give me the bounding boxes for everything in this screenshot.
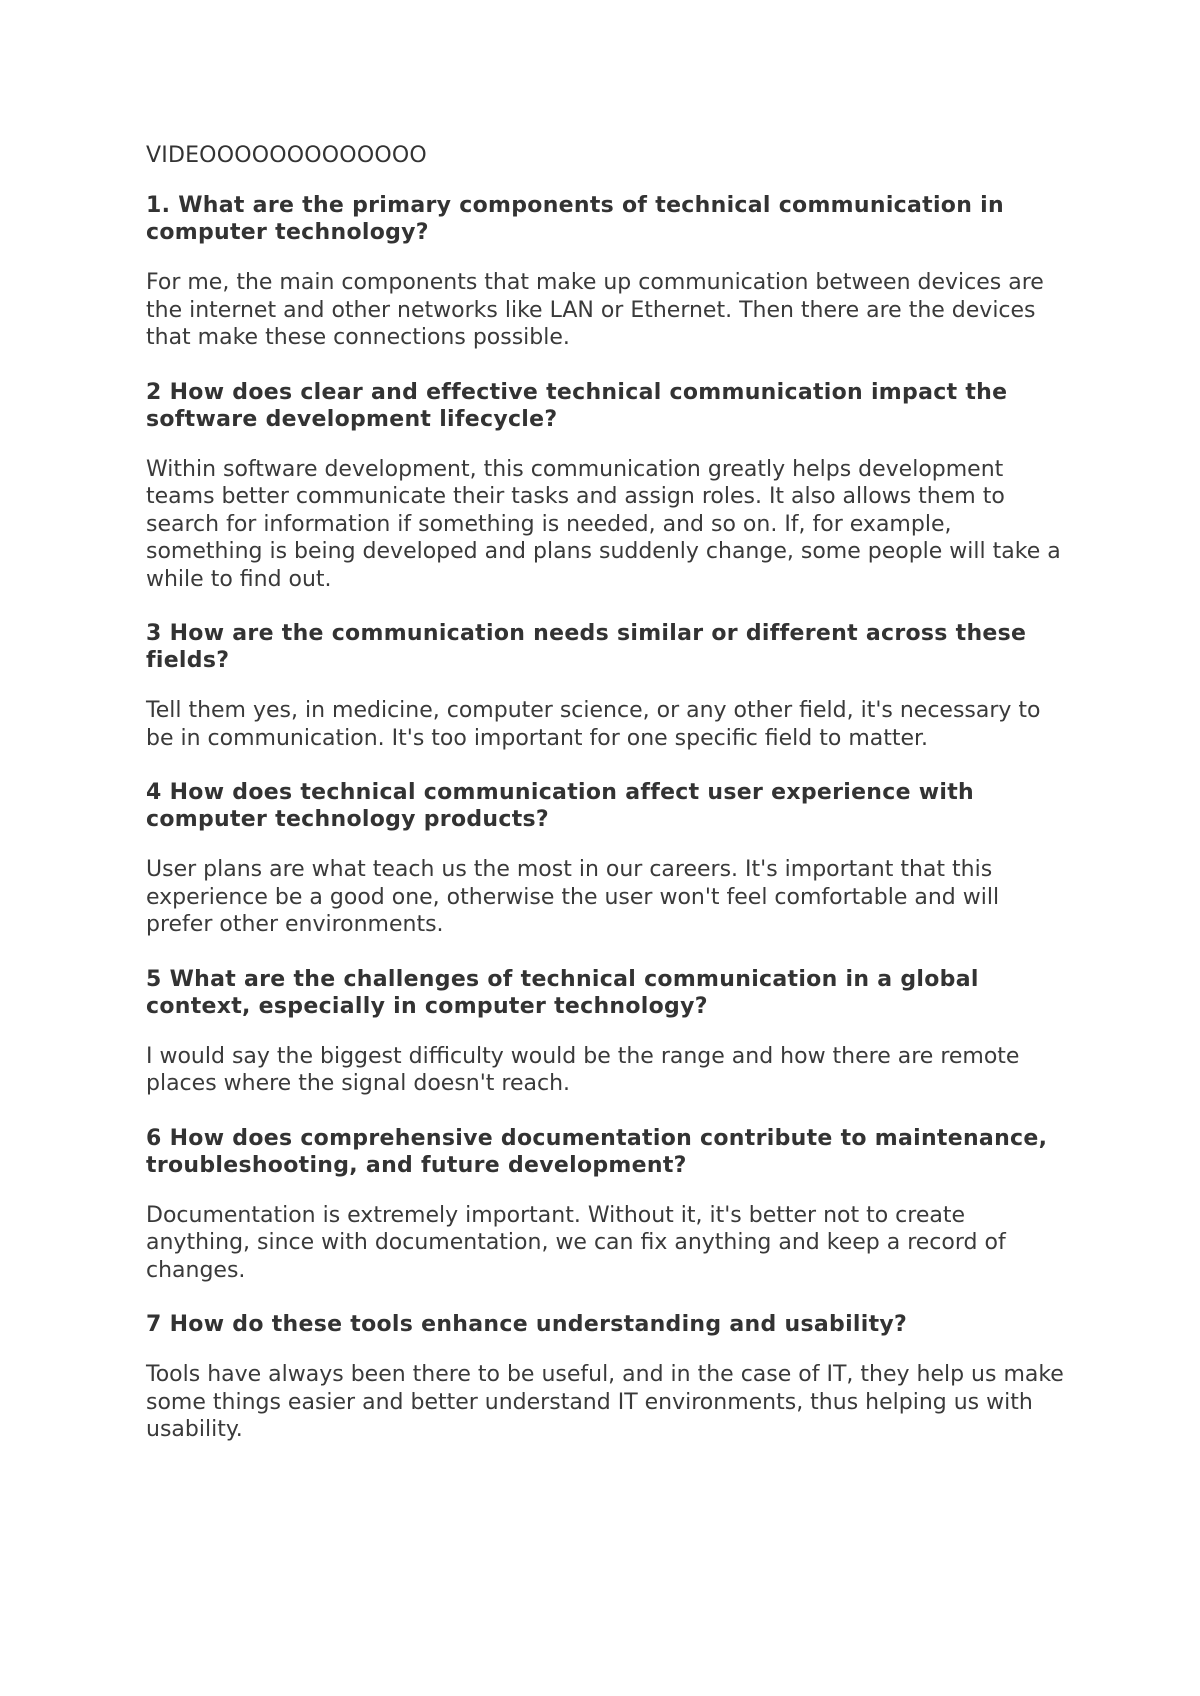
answer-7: Tools have always been there to be useful, and in the case of IT, they help us make some things easier and better understand IT environments, thus helping us with usability. bbox=[146, 1362, 1064, 1442]
answer-3: Tell them yes, in medicine, computer science, or any other field, it's necessary to be in communication. It's too important for one specific field to matter. bbox=[146, 698, 1041, 751]
question-2: 2 How does clear and effective technical communication impact the software development lifecycle? bbox=[146, 379, 1008, 432]
question-7: 7 How do these tools enhance understanding and usability? bbox=[146, 1312, 908, 1337]
document-title: VIDEOOOOOOOOOOOOO bbox=[146, 143, 427, 168]
answer-2: Within software development, this communication greatly helps development teams better communicate their tasks and assign roles. It also allows them to search for information if something is needed, and so on. If, for example, something is being developed and plans suddenly change, some people will take a while to find out. bbox=[146, 456, 1061, 592]
document-page bbox=[146, 142, 1070, 1471]
qa-item-3 bbox=[146, 620, 1070, 752]
question-4: 4 How does technical communication affect user experience with computer technology products? bbox=[146, 780, 975, 832]
answer-1: For me, the main components that make up communication between devices are the internet and other networks like LAN or Ethernet. Then there are the devices that make these connections possible. bbox=[146, 270, 1044, 350]
answer-4: User plans are what teach us the most in our careers. It's important that this experience be a good one, otherwise the user won't feel comfortable and will prefer other environments. bbox=[146, 857, 1000, 937]
answer-5: I would say the biggest difficulty would be the range and how there are remote places where the signal doesn't reach. bbox=[146, 1043, 1020, 1096]
qa-item-2 bbox=[146, 379, 1070, 594]
qa-item-5 bbox=[146, 966, 1070, 1098]
question-3: 3 How are the communication needs similar or different across these fields? bbox=[146, 621, 1027, 673]
answer-6: Documentation is extremely important. Without it, it's better not to create anything, since with documentation, we can fix anything and keep a record of changes. bbox=[146, 1202, 1006, 1283]
question-5: 5 What are the challenges of technical communication in a global context, especially in computer technology? bbox=[146, 966, 979, 1019]
question-6: 6 How does comprehensive documentation contribute to maintenance, troubleshooting, and future development? bbox=[146, 1125, 1048, 1178]
qa-item-6 bbox=[146, 1125, 1070, 1285]
qa-item-7 bbox=[146, 1311, 1070, 1444]
qa-item-4 bbox=[146, 779, 1070, 939]
qa-item-1 bbox=[146, 192, 1070, 352]
question-1: 1. What are the primary components of technical communication in computer technology? bbox=[146, 193, 1004, 245]
